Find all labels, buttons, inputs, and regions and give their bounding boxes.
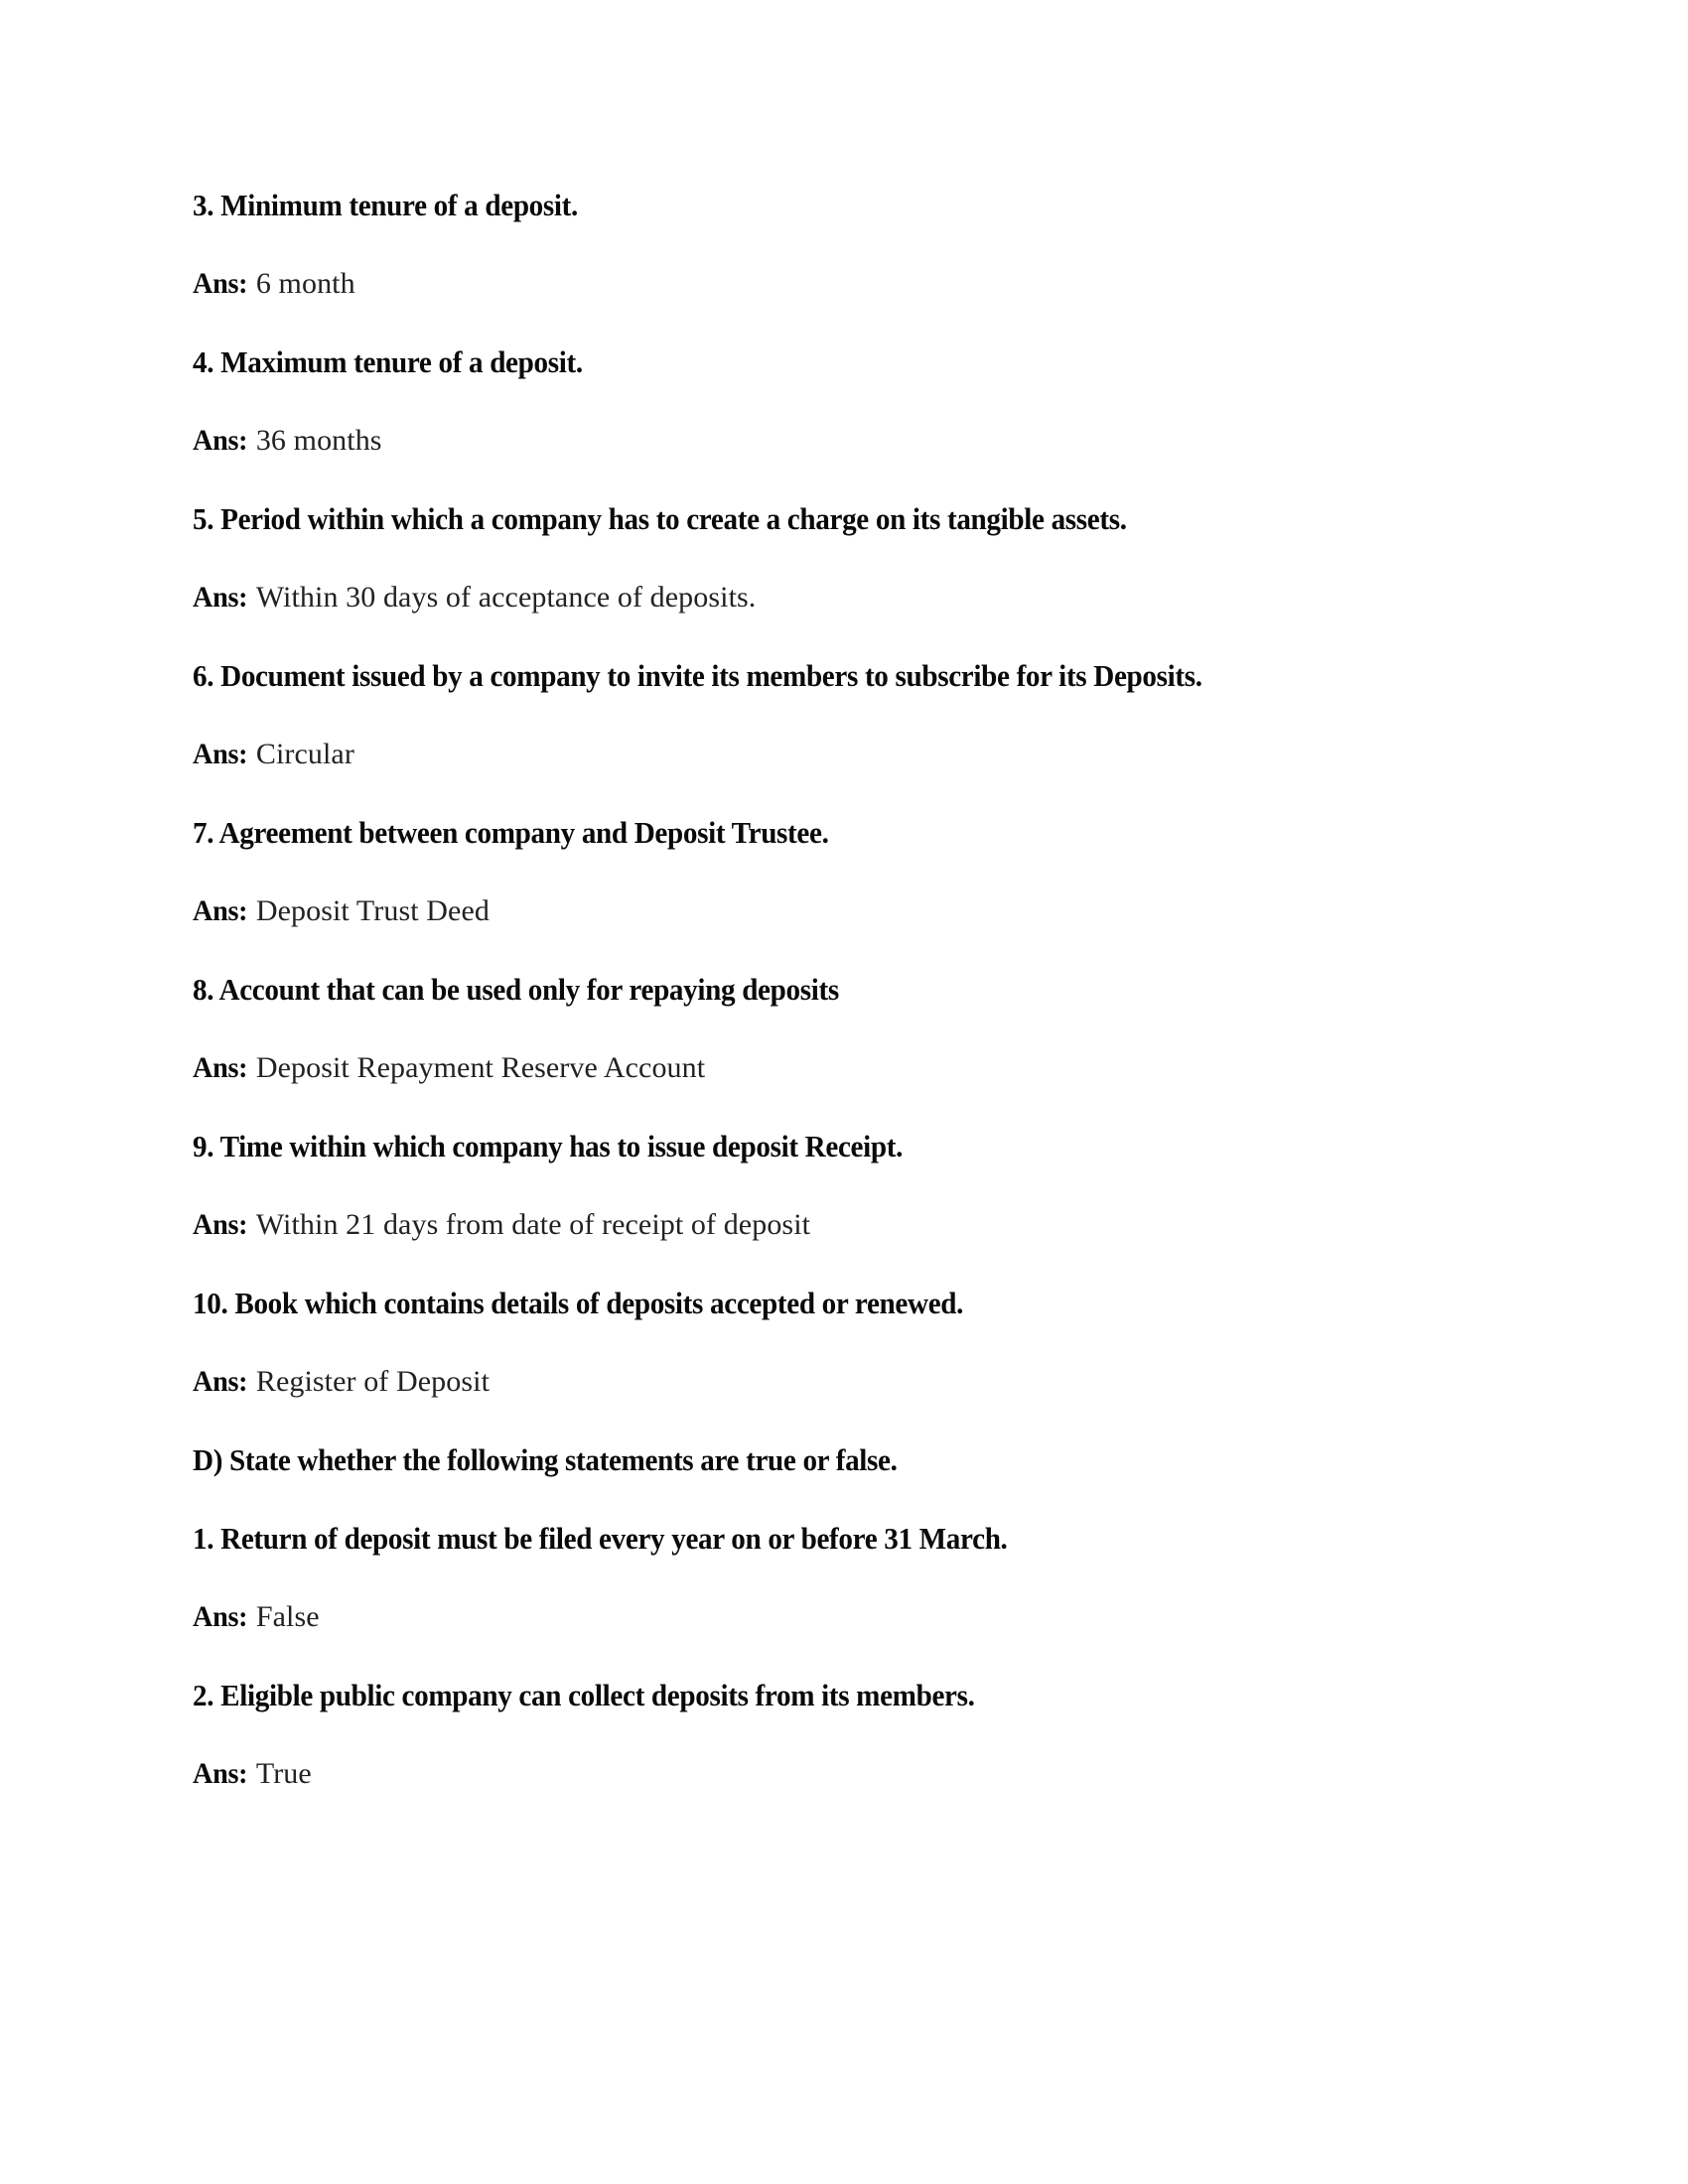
qa-block	[193, 1283, 1384, 1403]
question-text: 8. Account that can be used only for repaying deposits	[193, 973, 839, 1007]
question-text: 5. Period within which a company has to create a charge on its tangible assets.	[193, 502, 1127, 536]
answer-label: Ans:	[193, 894, 248, 927]
answer-line	[193, 1753, 1384, 1795]
answer-label: Ans:	[193, 738, 248, 770]
answer-text: False	[255, 1600, 320, 1633]
answer-line	[193, 1047, 1384, 1089]
question-text: 2. Eligible public company can collect deposits from its members.	[193, 1679, 975, 1712]
question-text: 6. Document issued by a company to invite its members to subscribe for its Deposits.	[193, 659, 1202, 693]
question-text: 1. Return of deposit must be filed every year on or before 31 March.	[193, 1522, 1008, 1556]
section-heading: D) State whether the following statements are true or false.	[193, 1443, 898, 1477]
answer-label: Ans:	[193, 1051, 248, 1084]
answer-label: Ans:	[193, 581, 248, 614]
answer-label: Ans:	[193, 1600, 248, 1633]
qa-block	[193, 498, 1384, 618]
answer-line	[193, 1204, 1384, 1246]
answer-text: True	[255, 1757, 312, 1790]
answer-text: Within 21 days from date of receipt of deposit	[255, 1208, 811, 1241]
qa-block	[193, 185, 1384, 305]
answer-line	[193, 420, 1384, 462]
answer-text: Deposit Repayment Reserve Account	[255, 1051, 706, 1084]
answer-line	[193, 1596, 1384, 1638]
question-text: 7. Agreement between company and Deposit Trustee.	[193, 816, 829, 850]
answer-line	[193, 263, 1384, 305]
qa-block	[193, 1518, 1384, 1638]
qa-block	[193, 341, 1384, 462]
answer-text: Deposit Trust Deed	[255, 894, 490, 927]
qa-block	[193, 1675, 1384, 1795]
answer-text: Circular	[255, 738, 354, 770]
qa-block	[193, 655, 1384, 775]
answer-line	[193, 734, 1384, 775]
question-text: 10. Book which contains details of deposits accepted or renewed.	[193, 1287, 964, 1320]
document-content	[193, 185, 1384, 1795]
answer-label: Ans:	[193, 1208, 248, 1241]
answer-line	[193, 1361, 1384, 1403]
answer-label: Ans:	[193, 1365, 248, 1398]
answer-text: Register of Deposit	[255, 1365, 491, 1398]
answer-text: 6 month	[255, 267, 355, 300]
answer-label: Ans:	[193, 267, 248, 300]
question-text: 9. Time within which company has to issue deposit Receipt.	[193, 1130, 904, 1163]
qa-block	[193, 812, 1384, 932]
answer-label: Ans:	[193, 424, 248, 457]
qa-block	[193, 969, 1384, 1089]
answer-text: 36 months	[255, 424, 382, 457]
answer-text: Within 30 days of acceptance of deposits.	[255, 581, 757, 614]
question-text: 3. Minimum tenure of a deposit.	[193, 189, 578, 222]
answer-label: Ans:	[193, 1757, 248, 1790]
qa-block	[193, 1126, 1384, 1246]
answer-line	[193, 890, 1384, 932]
answer-line	[193, 577, 1384, 618]
question-text: 4. Maximum tenure of a deposit.	[193, 345, 583, 379]
